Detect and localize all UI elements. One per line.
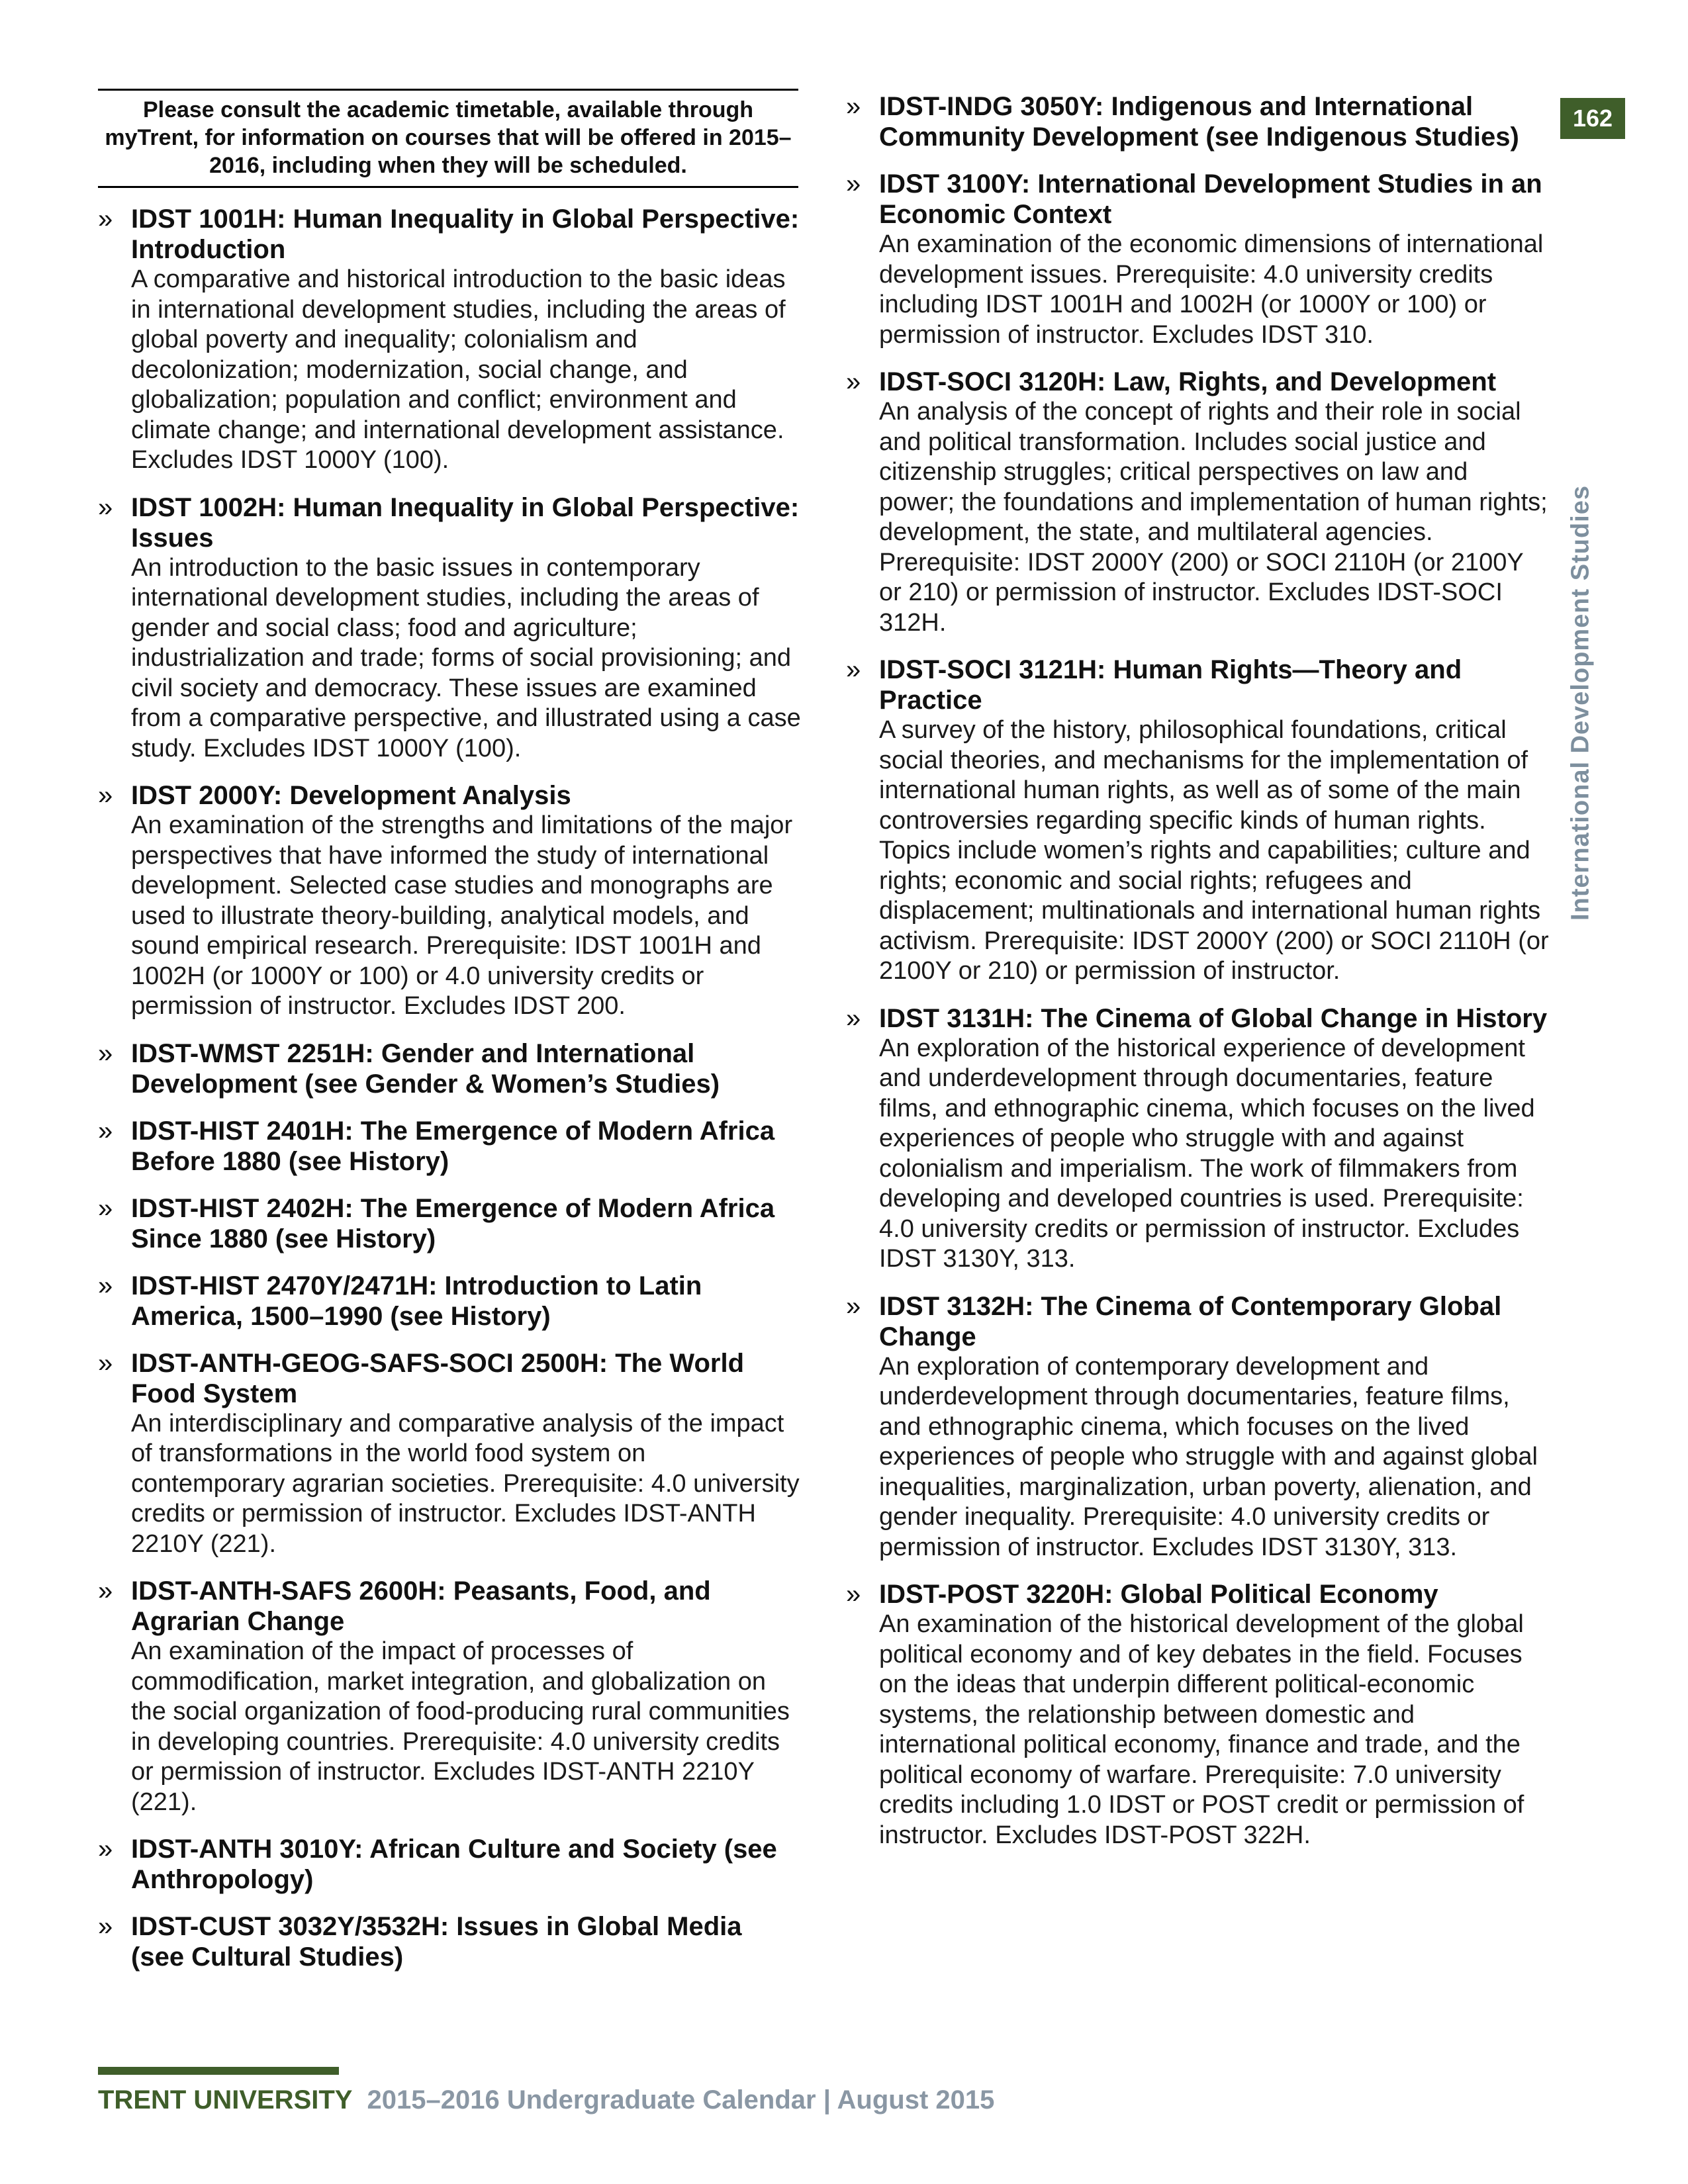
course-entry <box>98 1271 801 1332</box>
course-description: An examination of the historical development of the global political economy and of key debates in the field. Focuses on the ideas that underpin different political-economic systems, the relationship between domestic and international political economy, finance and trade, and the political economy of warfare. Prerequisite: 7.0 university credits including 1.0 IDST or POST credit or permission of instructor. Excludes IDST-POST 322H. <box>879 1610 1524 1849</box>
course-description: An exploration of the historical experience of development and underdevelopment through documentaries, feature films, and ethnographic cinema, which focuses on the lived experiences of people who struggle with and against colonialism and imperialism. The work of filmmakers from developing and developed countries is used. Prerequisite: 4.0 university credits or permission of instructor. Excludes IDST 3130Y, 313. <box>879 1034 1535 1273</box>
course-title: IDST-ANTH-SAFS 2600H: Peasants, Food, and Agrarian Change <box>131 1576 711 1636</box>
bullet-icon: » <box>846 169 861 199</box>
bullet-icon: » <box>846 1003 861 1033</box>
bullet-icon: » <box>98 1271 113 1300</box>
course-title: IDST 2000Y: Development Analysis <box>131 781 571 810</box>
bullet-icon: » <box>98 1193 113 1223</box>
course-description: A survey of the history, philosophical foundations, critical social theories, and mechanisms for the implementation of international human rights, as well as of some of the main controversies regarding specific kinds of human rights. Topics include women’s rights and capabilities; culture and rights; economic and social rights; refugees and displacement; multinationals and international human rights activism. Prerequisite: IDST 2000Y (200) or SOCI 2110H (or 2100Y or 210) or permission of instructor. <box>879 716 1549 985</box>
footer-university: TRENT UNIVERSITY <box>98 2085 353 2115</box>
course-entry <box>846 91 1549 152</box>
course-title: IDST-ANTH 3010Y: African Culture and Society (see Anthropology) <box>131 1835 777 1894</box>
course-entry <box>98 204 801 476</box>
course-entry <box>846 655 1549 987</box>
bullet-icon: » <box>98 1576 113 1606</box>
bullet-icon: » <box>98 1912 113 1941</box>
bullet-icon: » <box>98 1038 113 1068</box>
course-entry <box>98 1834 801 1895</box>
course-entry <box>98 1576 801 1817</box>
bullet-icon: » <box>98 492 113 522</box>
course-entry <box>98 1193 801 1254</box>
bullet-icon: » <box>846 92 861 121</box>
course-entry <box>98 780 801 1022</box>
course-entry <box>846 169 1549 350</box>
course-title: IDST 1002H: Human Inequality in Global Perspective: Issues <box>131 492 800 553</box>
course-title: IDST 1001H: Human Inequality in Global Perspective: Introduction <box>131 205 800 264</box>
course-entry <box>98 1116 801 1177</box>
course-title: IDST-WMST 2251H: Gender and International Development (see Gender & Women’s Studies) <box>131 1038 720 1099</box>
course-title: IDST-HIST 2401H: The Emergence of Modern Africa Before 1880 (see History) <box>131 1116 775 1176</box>
timetable-notice: Please consult the academic timetable, available through myTrent, for information on courses that will be offered in 2015–2016, including when they will be scheduled. <box>98 89 798 188</box>
course-entry <box>98 1348 801 1560</box>
course-description: An interdisciplinary and comparative analysis of the impact of transformations in the world food system on contemporary agrarian societies. Prerequisite: 4.0 university credits or permission of instructor. Excludes IDST-ANTH 2210Y (221). <box>131 1409 800 1558</box>
course-entry <box>98 492 801 764</box>
course-title: IDST-SOCI 3120H: Law, Rights, and Development <box>879 367 1497 396</box>
section-side-title-text: International Development Studies <box>1566 485 1595 921</box>
page-footer <box>98 2083 994 2116</box>
course-title: IDST-HIST 2470Y/2471H: Introduction to Latin America, 1500–1990 (see History) <box>131 1271 702 1331</box>
course-entry <box>846 1579 1549 1850</box>
course-description: An examination of the strengths and limitations of the major perspectives that have informed the study of international development. Selected case studies and monographs are used to illustrate theory-building, analytical models, and sound empirical research. Prerequisite: IDST 1001H and 1002H (or 1000Y or 100) or 4.0 university credits or permission of instructor. Excludes IDST 200. <box>131 811 793 1020</box>
bullet-icon: » <box>98 1835 113 1864</box>
footer-divider <box>98 2067 339 2075</box>
bullet-icon: » <box>98 205 113 234</box>
course-description: An exploration of contemporary development and underdevelopment through documentaries, feature films, and ethnographic cinema, which focuses on the lived experiences of people who struggle with and against global inequalities, marginalization, urban poverty, alienation, and gender inequality. Prerequisite: 4.0 university credits or permission of instructor. Excludes IDST 3130Y, 313. <box>879 1352 1538 1561</box>
course-title: IDST-ANTH-GEOG-SAFS-SOCI 2500H: The World Food System <box>131 1348 744 1408</box>
course-entry <box>846 1003 1549 1275</box>
right-column <box>846 91 1549 1867</box>
bullet-icon: » <box>846 1580 861 1609</box>
footer-calendar: 2015–2016 Undergraduate Calendar | August 2015 <box>367 2085 995 2115</box>
bullet-icon: » <box>98 781 113 810</box>
course-title: IDST 3131H: The Cinema of Global Change in History <box>879 1003 1548 1033</box>
course-entry <box>98 1038 801 1099</box>
course-entry <box>98 1911 801 1972</box>
bullet-icon: » <box>98 1116 113 1146</box>
course-title: IDST-INDG 3050Y: Indigenous and International Community Development (see Indigenous Studies) <box>879 92 1519 152</box>
course-title: IDST-CUST 3032Y/3532H: Issues in Global Media (see Cultural Studies) <box>131 1912 742 1972</box>
course-title: IDST 3132H: The Cinema of Contemporary Global Change <box>879 1291 1502 1351</box>
course-entry <box>846 367 1549 638</box>
course-title: IDST-HIST 2402H: The Emergence of Modern Africa Since 1880 (see History) <box>131 1193 775 1253</box>
bullet-icon: » <box>98 1348 113 1378</box>
bullet-icon: » <box>846 367 861 396</box>
course-entry <box>846 1291 1549 1563</box>
left-column <box>98 204 801 1989</box>
course-description: An examination of the impact of processes of commodification, market integration, and globalization on the social organization of food-producing rural communities in developing countries. Prerequisite: 4.0 university credits or permission of instructor. Excludes IDST-ANTH 2210Y (221). <box>131 1637 790 1816</box>
course-description: An examination of the economic dimensions of international development issues. Prerequisite: 4.0 university credits including IDST 1001H and 1002H (or 1000Y or 100) or permission of instructor. Excludes IDST 310. <box>879 230 1544 349</box>
course-title: IDST 3100Y: International Development Studies in an Economic Context <box>879 169 1542 229</box>
page-number-badge: 162 <box>1560 98 1625 139</box>
course-description: An introduction to the basic issues in contemporary international development studies, including the areas of gender and social class; food and agriculture; industrialization and trade; forms of social provisioning; and civil society and democracy. These issues are examined from a comparative perspective, and illustrated using a case study. Excludes IDST 1000Y (100). <box>131 553 801 762</box>
bullet-icon: » <box>846 655 861 684</box>
course-description: A comparative and historical introduction to the basic ideas in international development studies, including the areas of global poverty and inequality; colonialism and decolonization; modernization, social change, and globalization; population and conflict; environment and climate change; and international development assistance. Excludes IDST 1000Y (100). <box>131 265 786 474</box>
course-description: An analysis of the concept of rights and their role in social and political transformation. Includes social justice and citizenship struggles; critical perspectives on law and power; the foundations and implementation of human rights; development, the state, and multilateral agencies. Prerequisite: IDST 2000Y (200) or SOCI 2110H (or 2100Y or 210) or permission of instructor. Excludes IDST-SOCI 312H. <box>879 398 1548 637</box>
bullet-icon: » <box>846 1291 861 1321</box>
course-title: IDST-SOCI 3121H: Human Rights—Theory and Practice <box>879 655 1462 715</box>
course-title: IDST-POST 3220H: Global Political Economy <box>879 1580 1438 1609</box>
